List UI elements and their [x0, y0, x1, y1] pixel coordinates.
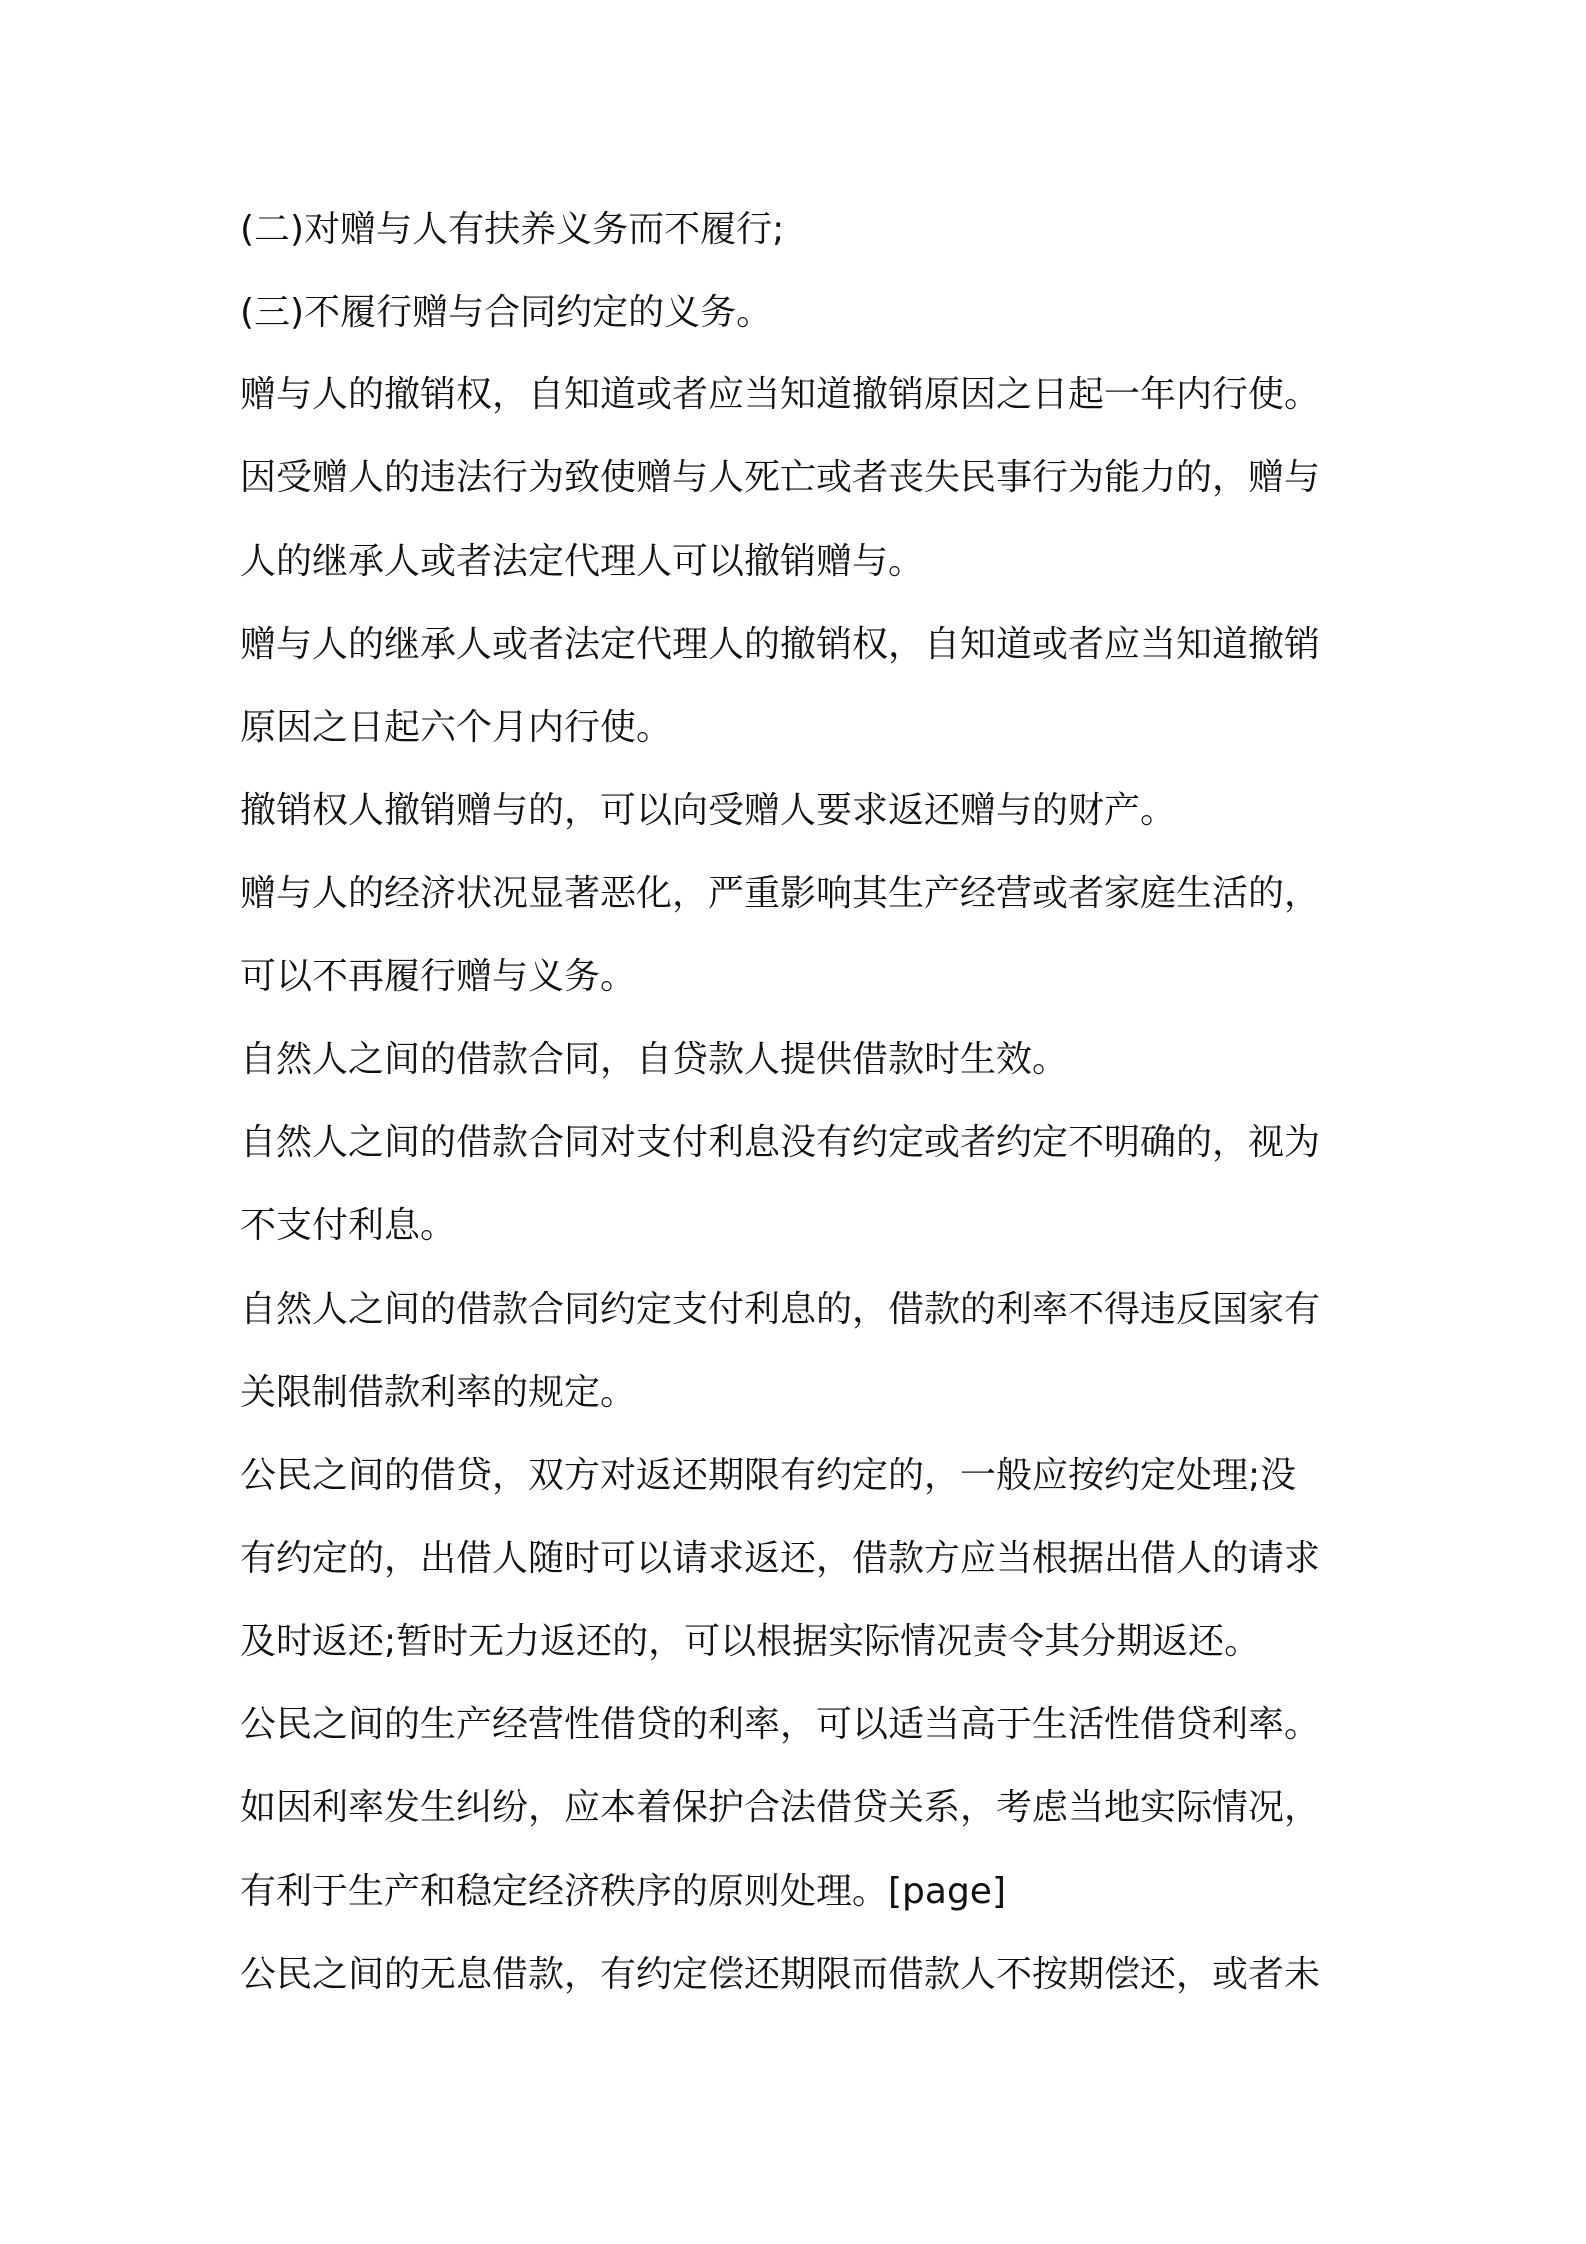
text-line: 不支付利息。	[240, 1205, 457, 1246]
text-line: 撤销权人撤销赠与的，可以向受赠人要求返还赠与的财产。	[240, 790, 1177, 831]
text-line: 自然人之间的借款合同，自贷款人提供借款时生效。	[240, 1039, 1069, 1080]
text-line: 因受赠人的违法行为致使赠与人死亡或者丧失民事行为能力的，赠与	[240, 457, 1321, 498]
text-line: 赠与人的撤销权，自知道或者应当知道撤销原因之日起一年内行使。	[240, 374, 1321, 415]
text-line: 人的继承人或者法定代理人可以撤销赠与。	[240, 541, 925, 582]
text-line: 赠与人的继承人或者法定代理人的撤销权，自知道或者应当知道撤销	[240, 624, 1321, 665]
text-line: 可以不再履行赠与义务。	[240, 956, 637, 997]
text-line: (二)对赠与人有扶养义务而不履行;	[240, 209, 785, 250]
text-line: 如因利率发生纠纷，应本着保护合法借贷关系，考虑当地实际情况，	[240, 1787, 1321, 1828]
text-line: 及时返还;暂时无力返还的，可以根据实际情况责令其分期返还。	[240, 1621, 1261, 1662]
text-line: 公民之间的生产经营性借贷的利率，可以适当高于生活性借贷利率。	[240, 1704, 1321, 1745]
text-line: 公民之间的借贷，双方对返还期限有约定的，一般应按约定处理;没	[240, 1455, 1297, 1496]
text-line: 原因之日起六个月内行使。	[240, 707, 673, 748]
text-line: 关限制借款利率的规定。	[240, 1372, 637, 1413]
text-line: 有利于生产和稳定经济秩序的原则处理。[page]	[240, 1871, 1007, 1912]
text-line: (三)不履行赠与合同约定的义务。	[240, 292, 773, 333]
text-line: 公民之间的无息借款，有约定偿还期限而借款人不按期偿还，或者未	[240, 1954, 1321, 1995]
text-line: 赠与人的经济状况显著恶化，严重影响其生产经营或者家庭生活的，	[240, 873, 1321, 914]
text-line: 有约定的，出借人随时可以请求返还，借款方应当根据出借人的请求	[240, 1538, 1321, 1579]
text-line: 自然人之间的借款合同约定支付利息的，借款的利率不得违反国家有	[240, 1289, 1321, 1330]
text-line: 自然人之间的借款合同对支付利息没有约定或者约定不明确的，视为	[240, 1122, 1321, 1163]
